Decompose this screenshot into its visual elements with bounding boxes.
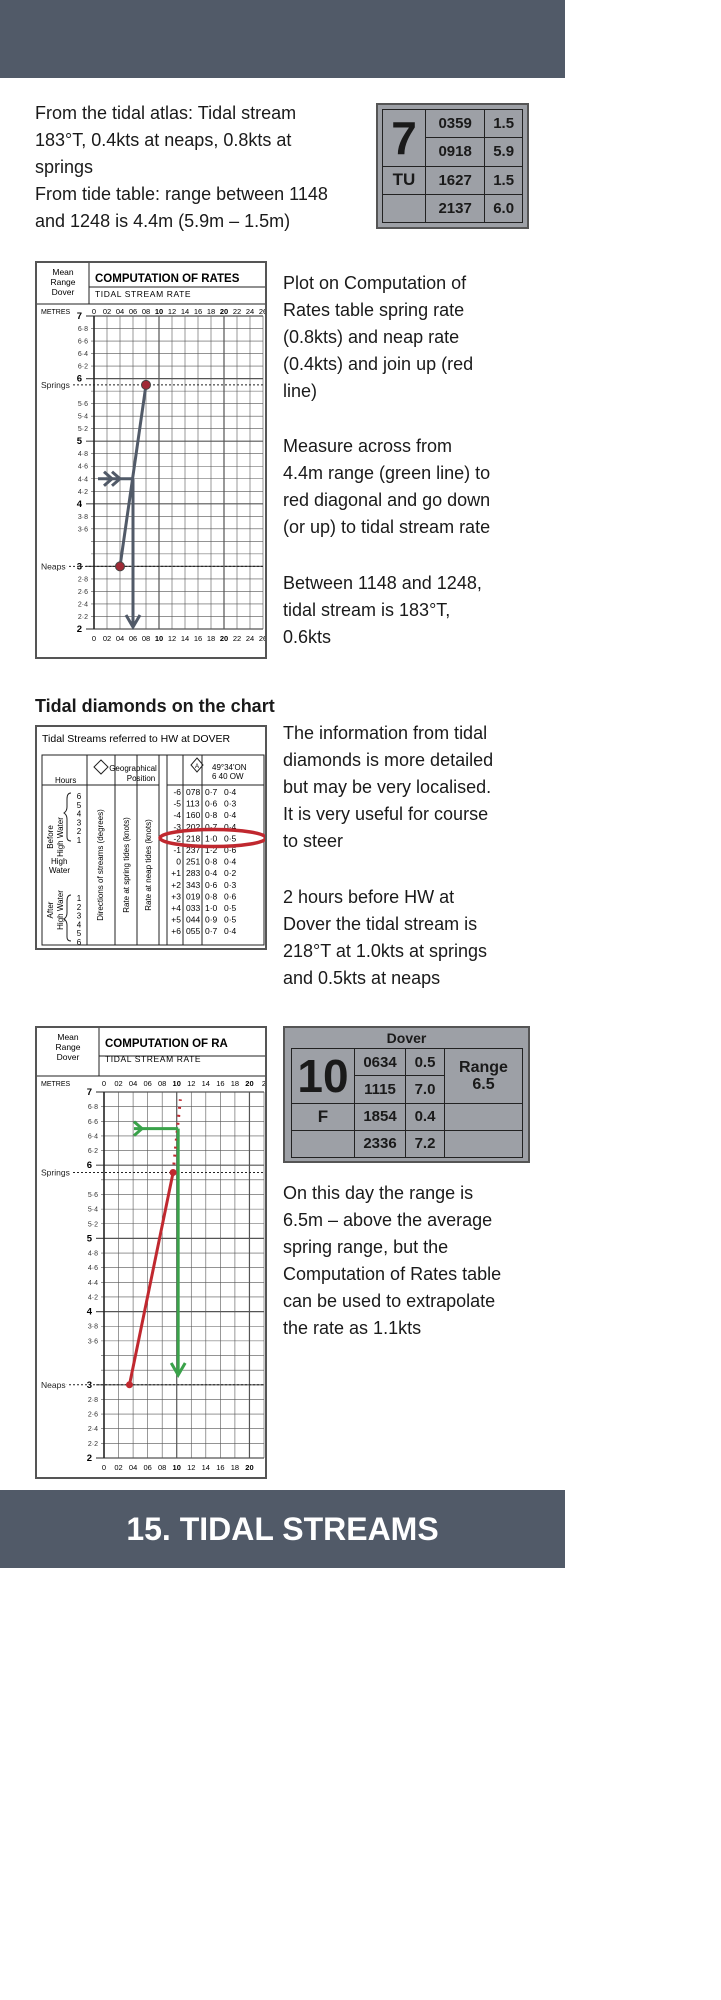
text-line: the rate as 1.1kts <box>283 1318 422 1338</box>
x-tick-label: 12 <box>187 1463 196 1472</box>
tide-table-day10 <box>283 1026 530 1163</box>
hour-offset: +6 <box>171 926 181 937</box>
x-tick-label: 08 <box>141 307 151 316</box>
tide-height: 1.5 <box>485 110 523 138</box>
tidal-diamonds-heading: Tidal diamonds on the chart <box>35 696 275 716</box>
tide-height: 5.9 <box>485 138 523 166</box>
tidal-streams-svg <box>37 727 267 950</box>
x-tick-label: 10 <box>172 1079 181 1088</box>
y-major-label: 2 <box>76 624 82 635</box>
hour-offset: -5 <box>173 798 181 809</box>
y-minor-label: 5·2 <box>87 1221 98 1229</box>
tide-height: 0.5 <box>406 1049 445 1076</box>
x-tick-label: 0 <box>91 307 97 316</box>
y-minor-label: 6·8 <box>87 1104 98 1112</box>
before-label: High Water <box>56 817 65 857</box>
y-major-label: 7 <box>76 311 82 322</box>
y-minor-label: 4·8 <box>77 451 88 459</box>
tide-time: 2137 <box>426 194 485 222</box>
x-tick-label: 02 <box>114 1463 123 1472</box>
x-tick-label: 18 <box>230 1079 240 1088</box>
x-tick-label: 24 <box>245 634 255 643</box>
x-tick-label: 14 <box>180 307 190 316</box>
after-bracket <box>64 895 71 941</box>
text-line: From tide table: range between 1148 <box>35 184 328 204</box>
y-major-label: 2 <box>86 1453 92 1464</box>
y-minor-label: 2·2 <box>87 1440 98 1448</box>
chart-title: COMPUTATION OF RATES <box>95 273 240 285</box>
spring-rate: 0·8 <box>205 856 218 867</box>
x-tick-label: 02 <box>102 634 112 643</box>
x-tick-label: 10 <box>154 307 164 316</box>
before-hour-number: 1 <box>76 836 82 845</box>
chart-2-svg <box>37 1028 267 1479</box>
y-major-label: 3 <box>86 1379 92 1391</box>
x-tick-label: 18 <box>206 634 216 643</box>
text-line: 183°T, 0.4kts at neaps, 0.8kts at <box>35 130 292 150</box>
x-tick-label: 02 <box>102 307 112 316</box>
tide-time: 1627 <box>426 166 485 194</box>
y-minor-label: 6·6 <box>77 338 88 346</box>
x-tick-label: 20 <box>219 307 229 316</box>
hours-label: Hours <box>55 776 77 785</box>
before-label: Before <box>46 825 55 849</box>
x-tick-label: 0 <box>101 1079 107 1088</box>
y-minor-label: 5·6 <box>87 1191 98 1199</box>
after-hour-number: 4 <box>76 920 82 930</box>
spring-rate: 0·7 <box>205 821 218 832</box>
tide-height: 7.2 <box>406 1130 445 1157</box>
x-tick-label: 06 <box>143 1463 152 1472</box>
spring-rate: 0·8 <box>205 891 218 902</box>
after-hour-number: 3 <box>76 911 82 921</box>
intro-text <box>35 100 370 235</box>
metres-label: METRES <box>41 1081 71 1088</box>
tide-weekday: F <box>292 1103 355 1130</box>
high-water-label: Water <box>49 866 71 875</box>
y-minor-label: 5·6 <box>77 401 88 409</box>
y-minor-label: 2·4 <box>77 601 88 609</box>
neap-rate-point <box>126 1381 133 1388</box>
chart-subtitle: TIDAL STREAM RATE <box>95 289 192 299</box>
diamond-info-text <box>283 720 553 855</box>
text-line: to steer <box>283 831 344 851</box>
rate-diagonal <box>129 1173 173 1385</box>
neap-rate: 0·4 <box>224 821 237 832</box>
after-hour-number: 6 <box>76 938 82 947</box>
neap-rate: 0·4 <box>224 810 237 821</box>
y-minor-label: 3·6 <box>77 526 88 534</box>
x-tick-label: 20 <box>245 1079 254 1088</box>
hour-offset: +1 <box>171 868 181 879</box>
springs-label: Springs <box>41 1167 70 1178</box>
neap-rate: 0·4 <box>224 926 237 937</box>
text-line: diamonds is more detailed <box>283 750 494 770</box>
tide-day-number: 10 <box>292 1049 355 1104</box>
spring-rate: 1·0 <box>205 833 218 844</box>
hour-offset: -3 <box>173 821 181 832</box>
x-tick-label: 22 <box>232 634 242 643</box>
x-tick-label: 14 <box>201 1079 210 1088</box>
y-major-label: 6 <box>86 1160 92 1172</box>
text-line: Computation of Rates table <box>283 1264 502 1284</box>
tide-height: 6.0 <box>485 194 523 222</box>
y-minor-label: 2·4 <box>87 1426 98 1434</box>
text-line: 2 hours before HW at <box>283 887 455 907</box>
spring-rate: 0·8 <box>205 810 218 821</box>
text-line: Between 1148 and 1248, <box>283 573 482 593</box>
high-water-label: High <box>51 857 68 866</box>
after-label: After <box>46 901 55 919</box>
y-minor-label: 4·2 <box>87 1294 98 1302</box>
text-line: On this day the range is <box>283 1183 474 1203</box>
hour-offset: -2 <box>173 833 181 844</box>
x-tick-label: 18 <box>206 307 216 316</box>
text-line: and 1248 is 4.4m (5.9m – 1.5m) <box>35 211 291 231</box>
result-text <box>283 570 553 651</box>
stream-direction: 033 <box>186 903 201 913</box>
y-major-label: 5 <box>86 1233 92 1245</box>
stream-direction: 019 <box>186 891 201 902</box>
stream-direction: 218 <box>186 833 201 844</box>
y-minor-label: 4·2 <box>77 488 88 496</box>
y-minor-label: 5·4 <box>77 413 88 421</box>
after-hour-number: 1 <box>76 894 82 903</box>
spring-rate: 0·4 <box>205 868 218 879</box>
geo-label: Geographical <box>109 764 157 773</box>
y-minor-label: 4·6 <box>77 463 88 471</box>
y-minor-label: 6·8 <box>77 326 88 334</box>
x-tick-label: 16 <box>216 1463 225 1472</box>
neap-rate: 0·5 <box>224 914 237 925</box>
y-minor-label: 4·8 <box>87 1250 98 1258</box>
y-minor-label: 3·8 <box>87 1323 98 1331</box>
y-major-label: 6 <box>76 373 82 385</box>
spring-rate-column-label: Rate at spring tides (knots) <box>122 817 131 913</box>
tide-time: 0634 <box>355 1049 406 1076</box>
stream-direction: 055 <box>186 926 201 937</box>
computation-of-rates-chart-1 <box>35 261 267 659</box>
tidal-streams-table <box>35 725 267 950</box>
y-major-label: 7 <box>86 1087 92 1098</box>
stream-direction: 343 <box>186 879 201 890</box>
text-line: (0.8kts) and neap rate <box>283 327 460 347</box>
before-hour-number: 6 <box>76 792 82 801</box>
x-tick-label: 10 <box>154 634 164 643</box>
x-tick-label: 24 <box>245 307 255 316</box>
x-tick-label: 22 <box>232 307 242 316</box>
neap-rate: 0·6 <box>224 845 237 855</box>
x-tick-label: 16 <box>193 634 203 643</box>
hour-offset: +4 <box>171 903 181 913</box>
x-tick-label: 2 <box>261 1079 267 1088</box>
stream-direction: 251 <box>186 856 201 867</box>
stream-direction: 237 <box>186 845 201 855</box>
tide-day-number: 7 <box>383 110 426 167</box>
text-line: Rates table spring rate <box>283 300 465 320</box>
hour-offset: +3 <box>171 891 181 902</box>
top-banner <box>0 0 565 78</box>
text-line: springs <box>35 157 94 177</box>
spring-rate: 1·0 <box>205 903 218 913</box>
text-line: and 0.5kts at neaps <box>283 968 441 988</box>
y-major-label: 3 <box>76 561 82 573</box>
tide-empty-cell <box>383 194 426 222</box>
spring-rate-point <box>170 1169 177 1176</box>
x-tick-label: 06 <box>128 307 138 316</box>
y-minor-label: 3·6 <box>87 1338 98 1346</box>
spring-rate: 0·6 <box>205 798 218 809</box>
hour-offset: +2 <box>171 879 181 890</box>
range-label: Range <box>459 1058 508 1076</box>
diamond-icon <box>94 760 108 774</box>
neap-rate: 0·4 <box>224 787 237 797</box>
y-minor-label: 4·4 <box>87 1279 98 1287</box>
y-minor-label: 5·2 <box>77 426 88 434</box>
stream-direction: 202 <box>186 821 201 832</box>
neap-rate: 0·3 <box>224 879 237 890</box>
chart-subtitle: TIDAL STREAM RATE <box>105 1054 202 1064</box>
chart-1-svg <box>37 263 267 659</box>
corner-label: Dover <box>51 287 75 297</box>
corner-label: Mean <box>52 267 74 277</box>
y-major-label: 4 <box>86 1306 92 1318</box>
text-line: (0.4kts) and join up (red <box>283 354 474 374</box>
tide-weekday: TU <box>383 166 426 194</box>
before-hour-number: 5 <box>76 800 82 810</box>
y-minor-label: 5·4 <box>87 1206 98 1214</box>
text-line: It is very useful for course <box>283 804 489 824</box>
y-minor-label: 2·6 <box>77 588 88 596</box>
directions-column-label: Directions of streams (degrees) <box>96 809 105 921</box>
diamond-letter: A <box>194 764 200 770</box>
neap-rate-column-label: Rate at neap tides (knots) <box>144 819 153 911</box>
x-tick-label: 12 <box>167 307 177 316</box>
spring-rate: 0·7 <box>205 787 218 797</box>
x-tick-label: 04 <box>128 1079 138 1088</box>
neap-rate-point <box>116 562 125 571</box>
tide-height: 7.0 <box>406 1076 445 1103</box>
x-tick-label: 04 <box>115 634 125 643</box>
corner-label: Range <box>55 1042 81 1052</box>
x-tick-label: 16 <box>193 307 203 316</box>
text-line: Dover the tidal stream is <box>283 914 478 934</box>
y-minor-label: 2·2 <box>77 613 88 621</box>
tide-time: 1115 <box>355 1076 406 1103</box>
hour-offset: +5 <box>171 914 181 925</box>
x-tick-label: 04 <box>128 1463 138 1472</box>
x-tick-label: 14 <box>180 634 190 643</box>
x-tick-label: 0 <box>91 634 97 643</box>
y-major-label: 4 <box>76 498 82 510</box>
stream-direction: 283 <box>186 868 201 879</box>
text-line: tidal stream is 183°T, <box>283 600 451 620</box>
stream-direction: 078 <box>186 787 201 797</box>
x-tick-label: 06 <box>128 634 138 643</box>
latitude-label: 49°34'ON <box>212 763 247 772</box>
text-line: red diagonal and go down <box>283 490 491 510</box>
computation-of-rates-chart-2 <box>35 1026 267 1479</box>
before-hour-number: 2 <box>76 827 82 837</box>
geo-label: Position <box>126 774 156 783</box>
tide-empty-cell <box>445 1130 523 1157</box>
neap-rate: 0·5 <box>224 903 237 913</box>
text-line: 0.6kts <box>283 627 332 647</box>
text-line: The information from tidal <box>283 723 488 743</box>
after-label: High Water <box>56 890 65 930</box>
range-value: 6.5 <box>472 1075 495 1093</box>
x-tick-label: 26 <box>258 634 268 643</box>
y-minor-label: 2·8 <box>77 576 88 584</box>
stream-direction: 044 <box>186 914 201 925</box>
corner-label: Dover <box>56 1052 80 1062</box>
text-line: 4.4m range (green line) to <box>283 463 491 483</box>
hour-offset: -6 <box>173 787 181 797</box>
tide-time: 0359 <box>426 110 485 138</box>
hour-offset: -1 <box>173 845 181 855</box>
y-minor-label: 3·8 <box>77 513 88 521</box>
neaps-label: Neaps <box>41 561 66 572</box>
longitude-label: 6 40 OW <box>212 772 244 781</box>
before-hour-number: 3 <box>76 818 82 828</box>
text-line: can be used to extrapolate <box>283 1291 496 1311</box>
spring-rate: 0·9 <box>205 914 218 925</box>
y-minor-label: 2·8 <box>87 1396 98 1404</box>
y-minor-label: 2·6 <box>87 1411 98 1419</box>
tide-table-day7 <box>376 103 529 229</box>
text-line: but may be very localised. <box>283 777 492 797</box>
diamond-example-text <box>283 884 553 992</box>
text-line: Measure across from <box>283 436 453 456</box>
y-minor-label: 6·4 <box>87 1133 98 1141</box>
y-minor-label: 6·6 <box>87 1118 98 1126</box>
corner-label: Range <box>50 277 76 287</box>
tide-empty-cell <box>292 1130 355 1157</box>
x-tick-label: 02 <box>114 1079 123 1088</box>
before-bracket <box>64 793 71 841</box>
chart-title: COMPUTATION OF RA <box>105 1038 228 1050</box>
after-hour-number: 5 <box>76 929 82 939</box>
tide-height: 1.5 <box>485 166 523 194</box>
y-minor-label: 4·6 <box>87 1265 98 1273</box>
spring-rate: 0·6 <box>205 879 218 890</box>
y-minor-label: 4·4 <box>77 476 88 484</box>
x-tick-label: 16 <box>216 1079 225 1088</box>
x-tick-label: 14 <box>201 1463 210 1472</box>
after-hour-number: 2 <box>76 902 82 912</box>
x-tick-label: 08 <box>158 1463 167 1472</box>
neap-rate: 0·5 <box>224 833 237 844</box>
neaps-label: Neaps <box>41 1379 66 1390</box>
text-line: 218°T at 1.0kts at springs <box>283 941 487 961</box>
text-line: line) <box>283 381 318 401</box>
tide-time: 2336 <box>355 1130 406 1157</box>
neap-rate: 0·4 <box>224 856 237 867</box>
tide-time: 1854 <box>355 1103 406 1130</box>
footer-title: 15. TIDAL STREAMS <box>0 1490 565 1568</box>
neap-rate: 0·3 <box>224 798 237 809</box>
text-line: spring range, but the <box>283 1237 449 1257</box>
spring-rate: 1·2 <box>205 845 218 855</box>
x-tick-label: 20 <box>219 634 229 643</box>
x-tick-label: 08 <box>141 634 151 643</box>
x-tick-label: 04 <box>115 307 125 316</box>
text-line: (or up) to tidal stream rate <box>283 517 491 537</box>
y-minor-label: 6·2 <box>77 363 88 371</box>
x-tick-label: 12 <box>167 634 177 643</box>
neap-rate: 0·2 <box>224 868 237 879</box>
tide-height: 0.4 <box>406 1103 445 1130</box>
extrapolate-text <box>283 1180 553 1342</box>
x-tick-label: 18 <box>230 1463 240 1472</box>
plot-instructions <box>283 270 553 405</box>
x-tick-label: 08 <box>158 1079 167 1088</box>
y-major-label: 5 <box>76 436 82 448</box>
x-tick-label: 12 <box>187 1079 196 1088</box>
hour-offset: 0 <box>176 856 181 867</box>
metres-label: METRES <box>41 309 71 316</box>
x-tick-label: 0 <box>101 1463 107 1472</box>
neap-rate: 0·6 <box>224 891 237 902</box>
before-hour-number: 4 <box>76 809 82 819</box>
tide-time: 0918 <box>426 138 485 166</box>
y-minor-label: 6·2 <box>87 1148 98 1156</box>
spring-rate: 0·7 <box>205 926 218 937</box>
tide-range <box>445 1049 523 1104</box>
corner-label: Mean <box>57 1032 79 1042</box>
stream-direction: 113 <box>186 798 200 809</box>
springs-label: Springs <box>41 379 70 390</box>
measure-instructions <box>283 433 553 541</box>
text-line: 6.5m – above the average <box>283 1210 493 1230</box>
x-tick-label: 10 <box>172 1463 181 1472</box>
hour-offset: -4 <box>173 810 181 821</box>
streams-title: Tidal Streams referred to HW at DOVER <box>42 733 231 745</box>
text-line: From the tidal atlas: Tidal stream <box>35 103 297 123</box>
x-tick-label: 26 <box>258 307 268 316</box>
tide-empty-cell <box>445 1103 523 1130</box>
y-minor-label: 6·4 <box>77 351 88 359</box>
x-tick-label: 20 <box>245 1463 254 1472</box>
tide-place: Dover <box>386 1030 427 1046</box>
text-line: Plot on Computation of <box>283 273 467 293</box>
spring-rate-point <box>142 380 151 389</box>
stream-direction: 160 <box>186 810 201 821</box>
x-tick-label: 06 <box>143 1079 152 1088</box>
